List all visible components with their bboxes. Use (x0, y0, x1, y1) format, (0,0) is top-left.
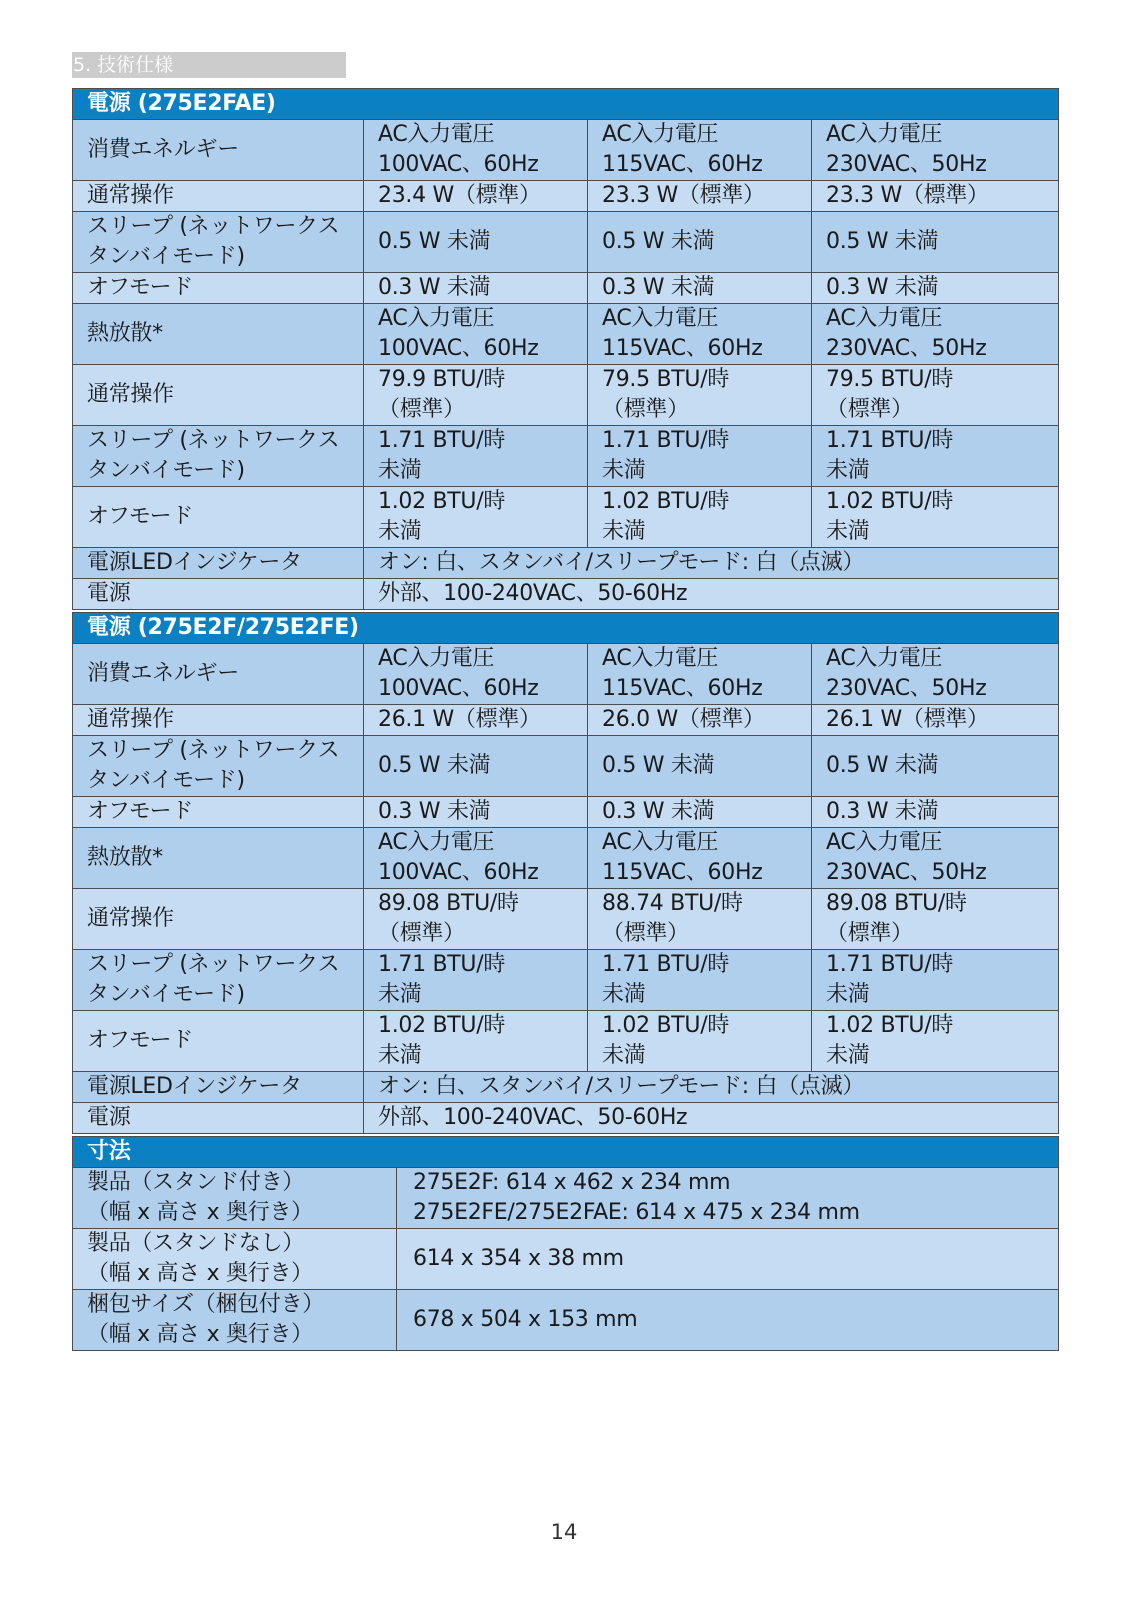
table-row (73, 828, 1059, 889)
table-row (73, 487, 1059, 548)
value-100vac: 0.5 W 未満 (364, 736, 588, 797)
value-230vac: 0.5 W 未満 (812, 736, 1059, 797)
value-115vac: AC入力電圧 115VAC、60Hz (588, 120, 812, 181)
value-115vac: AC入力電圧 115VAC、60Hz (588, 304, 812, 365)
value-100vac: 1.71 BTU/時 未満 (364, 426, 588, 487)
row-label: 消費エネルギー (73, 644, 364, 705)
row-label: スリープ (ネットワークス タンバイモード) (73, 736, 364, 797)
value-230vac: 23.3 W（標準） (812, 181, 1059, 212)
value-115vac: 79.5 BTU/時 （標準） (588, 365, 812, 426)
table-row (73, 797, 1059, 828)
value-115vac: 1.71 BTU/時 未満 (588, 950, 812, 1011)
table-row (73, 548, 1059, 579)
value-230vac: AC入力電圧 230VAC、50Hz (812, 644, 1059, 705)
led-indicator-label: 電源LEDインジケータ (73, 548, 364, 579)
dimensions-table (72, 1136, 1059, 1351)
table-row (73, 950, 1059, 1011)
table-row (73, 644, 1059, 705)
table-row (73, 1290, 1059, 1351)
value-115vac: 0.3 W 未満 (588, 273, 812, 304)
value-100vac: 1.02 BTU/時 未満 (364, 1011, 588, 1072)
section-header: 5. 技術仕様 (72, 52, 346, 78)
row-label: 通常操作 (73, 889, 364, 950)
power-supply-label: 電源 (73, 1103, 364, 1134)
value-100vac: AC入力電圧 100VAC、60Hz (364, 120, 588, 181)
row-label: スリープ (ネットワークス タンバイモード) (73, 426, 364, 487)
dimension-value: 275E2F: 614 x 462 x 234 mm 275E2FE/275E2FAE: 614 x 475 x 234 mm (397, 1168, 1059, 1229)
table-row (73, 212, 1059, 273)
value-230vac: 1.71 BTU/時 未満 (812, 950, 1059, 1011)
row-label: オフモード (73, 487, 364, 548)
value-115vac: 0.3 W 未満 (588, 797, 812, 828)
dimension-label: 製品（スタンド付き） （幅 x 高さ x 奥行き） (73, 1168, 397, 1229)
value-100vac: 0.5 W 未満 (364, 212, 588, 273)
table-row (73, 120, 1059, 181)
power-table-275e2fae (72, 88, 1059, 610)
value-115vac: 1.02 BTU/時 未満 (588, 1011, 812, 1072)
led-indicator-label: 電源LEDインジケータ (73, 1072, 364, 1103)
value-100vac: AC入力電圧 100VAC、60Hz (364, 644, 588, 705)
value-230vac: 0.5 W 未満 (812, 212, 1059, 273)
value-100vac: AC入力電圧 100VAC、60Hz (364, 828, 588, 889)
value-230vac: 89.08 BTU/時 （標準） (812, 889, 1059, 950)
table-row (73, 273, 1059, 304)
value-100vac: 26.1 W（標準） (364, 705, 588, 736)
value-115vac: 23.3 W（標準） (588, 181, 812, 212)
table-row (73, 1229, 1059, 1290)
page-number: 14 (550, 1520, 578, 1544)
row-label: 熱放散* (73, 304, 364, 365)
table-row (73, 365, 1059, 426)
table-row (73, 181, 1059, 212)
led-indicator-value: オン: 白、スタンバイ/スリープモード: 白（点滅） (364, 1072, 1059, 1103)
value-230vac: AC入力電圧 230VAC、50Hz (812, 120, 1059, 181)
value-100vac: AC入力電圧 100VAC、60Hz (364, 304, 588, 365)
power-supply-value: 外部、100-240VAC、50-60Hz (364, 579, 1059, 610)
table-row (73, 705, 1059, 736)
dimension-label: 製品（スタンドなし） （幅 x 高さ x 奥行き） (73, 1229, 397, 1290)
value-100vac: 1.71 BTU/時 未満 (364, 950, 588, 1011)
value-100vac: 1.02 BTU/時 未満 (364, 487, 588, 548)
dimension-value: 678 x 504 x 153 mm (397, 1290, 1059, 1351)
row-label: オフモード (73, 273, 364, 304)
table-row (73, 1103, 1059, 1134)
led-indicator-value: オン: 白、スタンバイ/スリープモード: 白（点滅） (364, 548, 1059, 579)
value-115vac: 1.02 BTU/時 未満 (588, 487, 812, 548)
value-230vac: 26.1 W（標準） (812, 705, 1059, 736)
table-title: 寸法 (73, 1137, 1059, 1168)
value-115vac: AC入力電圧 115VAC、60Hz (588, 828, 812, 889)
row-label: 通常操作 (73, 705, 364, 736)
row-label: 通常操作 (73, 181, 364, 212)
value-100vac: 79.9 BTU/時 （標準） (364, 365, 588, 426)
value-100vac: 0.3 W 未満 (364, 797, 588, 828)
value-230vac: 79.5 BTU/時 （標準） (812, 365, 1059, 426)
table-title: 電源 (275E2F/275E2FE) (73, 613, 1059, 644)
dimension-value: 614 x 354 x 38 mm (397, 1229, 1059, 1290)
value-230vac: 1.02 BTU/時 未満 (812, 487, 1059, 548)
dimension-label: 梱包サイズ（梱包付き） （幅 x 高さ x 奥行き） (73, 1290, 397, 1351)
value-230vac: 1.71 BTU/時 未満 (812, 426, 1059, 487)
value-115vac: 0.5 W 未満 (588, 212, 812, 273)
value-115vac: 1.71 BTU/時 未満 (588, 426, 812, 487)
value-230vac: AC入力電圧 230VAC、50Hz (812, 304, 1059, 365)
value-115vac: 26.0 W（標準） (588, 705, 812, 736)
value-115vac: 0.5 W 未満 (588, 736, 812, 797)
value-115vac: 88.74 BTU/時 （標準） (588, 889, 812, 950)
table-row (73, 736, 1059, 797)
table-row (73, 1072, 1059, 1103)
value-100vac: 23.4 W（標準） (364, 181, 588, 212)
table-row (73, 1011, 1059, 1072)
value-115vac: AC入力電圧 115VAC、60Hz (588, 644, 812, 705)
table-row (73, 1168, 1059, 1229)
value-230vac: 0.3 W 未満 (812, 797, 1059, 828)
power-supply-label: 電源 (73, 579, 364, 610)
value-230vac: 1.02 BTU/時 未満 (812, 1011, 1059, 1072)
value-230vac: AC入力電圧 230VAC、50Hz (812, 828, 1059, 889)
row-label: オフモード (73, 797, 364, 828)
power-table-275e2f-275e2fe (72, 612, 1059, 1134)
row-label: 通常操作 (73, 365, 364, 426)
value-230vac: 0.3 W 未満 (812, 273, 1059, 304)
row-label: 消費エネルギー (73, 120, 364, 181)
table-row (73, 426, 1059, 487)
power-supply-value: 外部、100-240VAC、50-60Hz (364, 1103, 1059, 1134)
row-label: 熱放散* (73, 828, 364, 889)
row-label: スリープ (ネットワークス タンバイモード) (73, 950, 364, 1011)
table-row (73, 304, 1059, 365)
row-label: オフモード (73, 1011, 364, 1072)
row-label: スリープ (ネットワークス タンバイモード) (73, 212, 364, 273)
table-title: 電源 (275E2FAE) (73, 89, 1059, 120)
table-row (73, 889, 1059, 950)
value-100vac: 0.3 W 未満 (364, 273, 588, 304)
table-row (73, 579, 1059, 610)
value-100vac: 89.08 BTU/時 （標準） (364, 889, 588, 950)
